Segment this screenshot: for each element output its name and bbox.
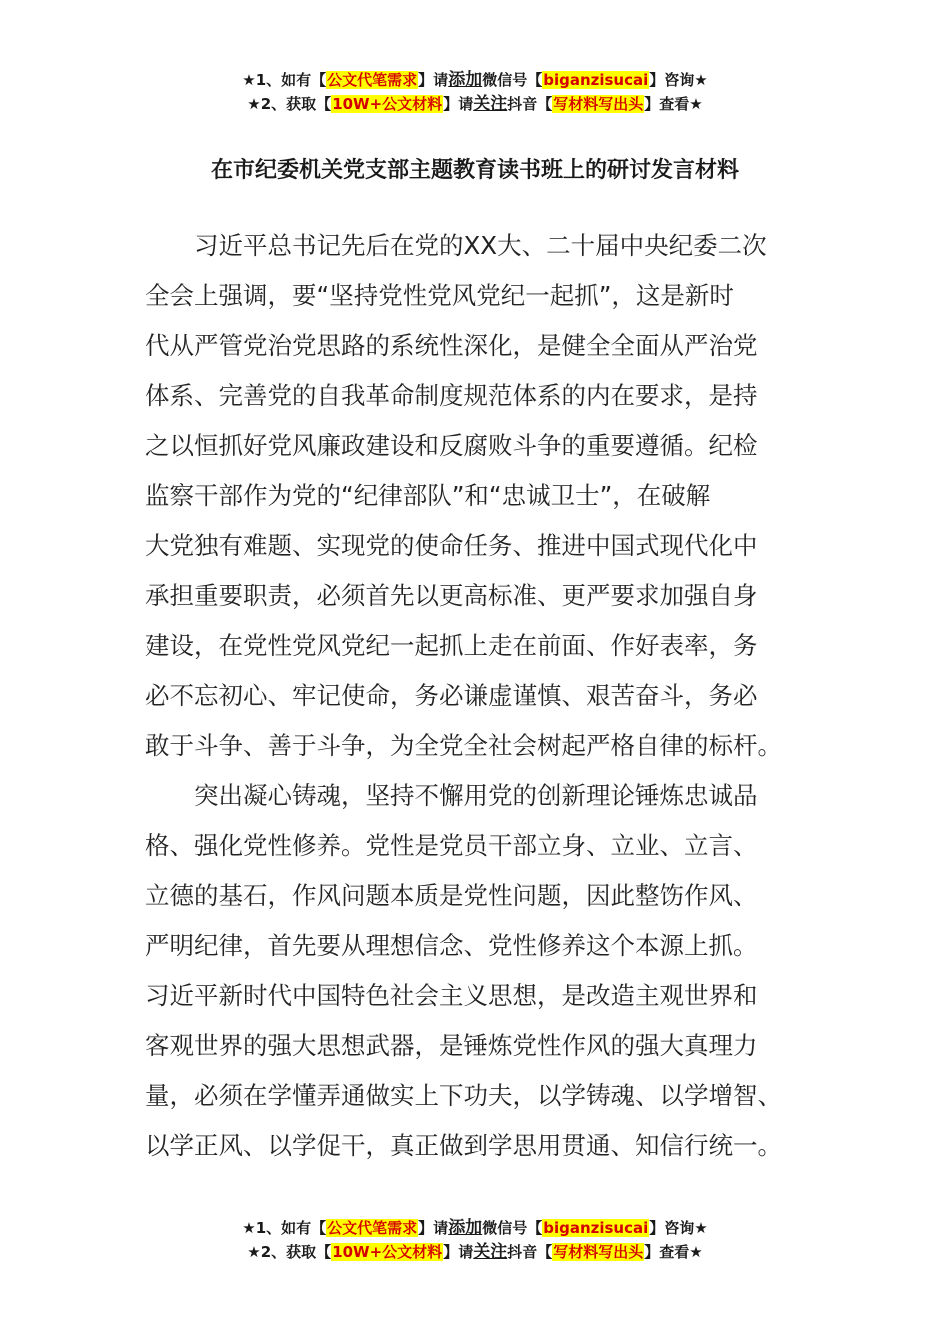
body-line: 突出凝心铸魂，坚持不懈用党的创新理论锤炼忠诚品 — [145, 781, 758, 810]
ad-highlight: 公文代笔需求 — [327, 71, 418, 89]
body-line: 必不忘初心、牢记使命，务必谦虚谨慎、艰苦奋斗，务必 — [145, 681, 758, 710]
body-line: 习近平新时代中国特色社会主义思想，是改造主观世界和 — [145, 981, 758, 1010]
ad-text: 】咨询★ — [649, 1219, 708, 1237]
body-line: 严明纪律，首先要从理想信念、党性修养这个本源上抓。 — [145, 931, 758, 960]
ad-text: 抖音【 — [507, 1243, 553, 1261]
ad-text: 】查看★ — [644, 95, 703, 113]
ad-text: 】请 — [418, 1219, 449, 1237]
ad-highlight: 写材料写出头 — [553, 95, 644, 113]
body-line: 体系、完善党的自我革命制度规范体系的内在要求，是持 — [145, 381, 758, 410]
ad-text: ★1、如有【 — [242, 71, 327, 89]
ad-highlight: 10W+公文材料 — [332, 1243, 443, 1261]
body-line: 承担重要职责，必须首先以更高标准、更严要求加强自身 — [145, 581, 758, 610]
ad-text: ★2、获取【 — [247, 1243, 332, 1261]
ad-line-2 — [0, 1240, 950, 1264]
ad-text: 抖音【 — [507, 95, 553, 113]
ad-text: ★2、获取【 — [247, 95, 332, 113]
ad-highlight: 公文代笔需求 — [327, 1219, 418, 1237]
ad-line-1 — [0, 1216, 950, 1240]
body-line: 建设，在党性党风党纪一起抓上走在前面、作好表率，务 — [145, 631, 758, 660]
body-line: 代从严管党治党思路的系统性深化，是健全全面从严治党 — [145, 331, 758, 360]
ad-emphasis: 添加 — [448, 1218, 483, 1238]
top-ad-banner — [0, 68, 950, 116]
ad-highlight: 写材料写出头 — [553, 1243, 644, 1261]
document-body — [145, 221, 810, 1171]
ad-text: 】请 — [443, 1243, 474, 1261]
body-line: 量，必须在学懂弄通做实上下功夫，以学铸魂、以学增智、 — [145, 1081, 782, 1110]
ad-emphasis: 添加 — [448, 70, 483, 90]
ad-line-1 — [0, 68, 950, 92]
ad-emphasis: 关注 — [473, 1242, 508, 1262]
body-line: 监察干部作为党的“纪律部队”和“忠诚卫士”，在破解 — [145, 481, 711, 510]
ad-line-2 — [0, 92, 950, 116]
ad-highlight: 10W+公文材料 — [332, 95, 443, 113]
ad-text: 】请 — [443, 95, 474, 113]
ad-text: 】咨询★ — [649, 71, 708, 89]
document-title: 在市纪委机关党支部主题教育读书班上的研讨发言材料 — [210, 158, 739, 183]
ad-text: 】请 — [418, 71, 449, 89]
ad-highlight: biganzisucai — [543, 1219, 649, 1237]
ad-text: ★1、如有【 — [242, 1219, 327, 1237]
body-line: 全会上强调，要“坚持党性党风党纪一起抓”，这是新时 — [145, 281, 734, 310]
body-line: 客观世界的强大思想武器，是锤炼党性作风的强大真理力 — [145, 1031, 758, 1060]
body-line: 大党独有难题、实现党的使命任务、推进中国式现代化中 — [145, 531, 758, 560]
body-line: 格、强化党性修养。党性是党员干部立身、立业、立言、 — [145, 831, 758, 860]
ad-text: 】查看★ — [644, 1243, 703, 1261]
ad-highlight: biganzisucai — [543, 71, 649, 89]
body-line: 习近平总书记先后在党的XX大、二十届中央纪委二次 — [145, 231, 767, 260]
body-line: 以学正风、以学促干，真正做到学思用贯通、知信行统一。 — [145, 1131, 782, 1160]
body-line: 立德的基石，作风问题本质是党性问题，因此整饬作风、 — [145, 881, 758, 910]
body-line: 敢于斗争、善于斗争，为全党全社会树起严格自律的标杆。 — [145, 731, 782, 760]
body-line: 之以恒抓好党风廉政建设和反腐败斗争的重要遵循。纪检 — [145, 431, 758, 460]
ad-emphasis: 关注 — [473, 94, 508, 114]
ad-text: 微信号【 — [482, 1219, 543, 1237]
ad-text: 微信号【 — [482, 71, 543, 89]
bottom-ad-banner — [0, 1216, 950, 1264]
